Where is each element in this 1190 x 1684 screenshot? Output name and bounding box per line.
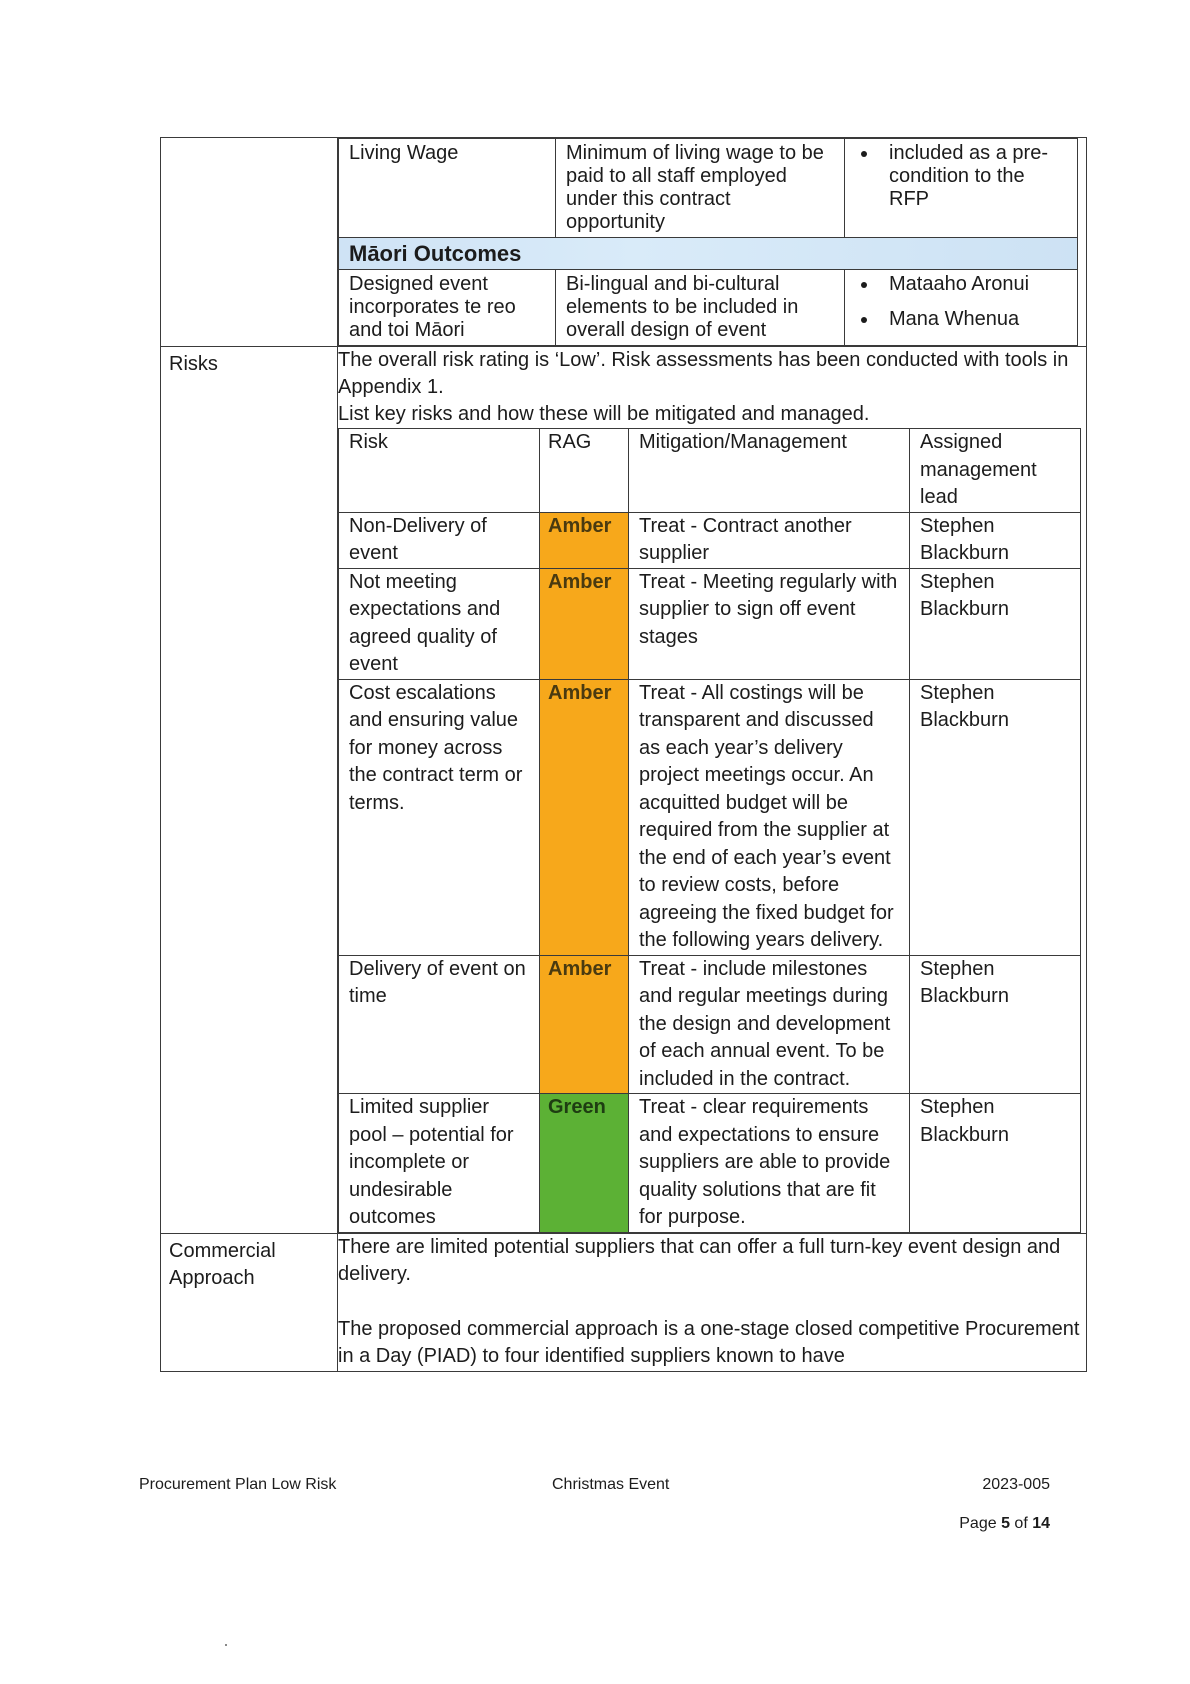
maori-outcome-name: Designed event incorporates te reo and toi Māori — [339, 270, 556, 346]
risk-register-table — [338, 428, 1081, 1233]
risk-header: Risk — [339, 429, 540, 513]
measure-text: Mataaho Aronui — [889, 273, 1030, 295]
page-number — [959, 1515, 1050, 1533]
lead-header: Assigned management lead — [910, 429, 1081, 513]
measure-text: included as a pre-condition to the RFP — [889, 142, 1048, 210]
footer-event-name: Christmas Event — [552, 1476, 670, 1493]
page-current: 5 — [1001, 1515, 1010, 1532]
living-wage-row — [339, 139, 1078, 238]
page-prefix: Page — [959, 1515, 1002, 1532]
footer-document-title: Procurement Plan Low Risk — [139, 1476, 337, 1493]
risk-text: Non-Delivery of event — [339, 512, 540, 568]
risk-row — [339, 679, 1081, 955]
risk-header-row — [339, 429, 1081, 513]
risk-text: Delivery of event on time — [339, 955, 540, 1094]
risk-text: Limited supplier pool – potential for incomplete or undesirable outcomes — [339, 1094, 540, 1233]
measure-text: Mana Whenua — [889, 308, 1020, 330]
maori-outcomes-heading: Māori Outcomes — [339, 238, 1078, 270]
lead-text: Stephen Blackburn — [910, 679, 1081, 955]
rag-header: RAG — [540, 429, 629, 513]
page-total: 14 — [1032, 1515, 1050, 1532]
outcomes-label-cell — [161, 138, 338, 347]
bullet-item — [855, 308, 1067, 331]
risk-row — [339, 955, 1081, 1094]
commercial-para1: There are limited potential suppliers that can offer a full turn-key event design and delivery. — [338, 1235, 1061, 1285]
rag-cell — [540, 568, 629, 679]
outcomes-row — [161, 138, 1087, 347]
rag-cell — [540, 512, 629, 568]
rag-rating: Amber — [548, 957, 612, 980]
rag-rating: Amber — [548, 514, 612, 537]
risks-intro-line1: The overall risk rating is ‘Low’. Risk assessments has been conducted with tools in Appendix 1. — [338, 349, 1069, 398]
commercial-content-cell — [338, 1233, 1087, 1371]
rag-cell — [540, 1094, 629, 1233]
risk-row — [339, 1094, 1081, 1233]
lead-text: Stephen Blackburn — [910, 568, 1081, 679]
maori-outcome-description: Bi-lingual and bi-cultural elements to be included in overall design of event — [556, 270, 845, 346]
bullet-icon — [861, 317, 867, 323]
risks-content-cell — [338, 347, 1087, 1234]
bullet-item — [855, 142, 1067, 211]
rag-cell — [540, 955, 629, 1094]
maori-outcome-measures — [845, 270, 1078, 346]
risks-intro-line2: List key risks and how these will be mitigated and managed. — [338, 403, 870, 425]
living-wage-description: Minimum of living wage to be paid to all staff employed under this contract opportunity — [556, 139, 845, 238]
living-wage-name: Living Wage — [339, 139, 556, 238]
risks-row — [161, 347, 1087, 1234]
rag-rating: Amber — [548, 570, 612, 593]
commercial-para2: The proposed commercial approach is a one-stage closed competitive Procurement in a Day (PIAD) to four identified suppliers known to have — [338, 1317, 1080, 1367]
mitigation-text: Treat - All costings will be transparent and discussed as each year’s delivery project meetings occur. An acquitted budget will be required from the supplier at the end of each year’s event to review costs, before agreeing the fixed budget for the following years delivery. — [629, 679, 910, 955]
mitigation-text: Treat - Meeting regularly with supplier to sign off event stages — [629, 568, 910, 679]
lead-text: Stephen Blackburn — [910, 955, 1081, 1094]
maori-heading-row — [339, 238, 1078, 270]
mitigation-text: Treat - include milestones and regular meetings during the design and development of each annual event. To be included in the contract. — [629, 955, 910, 1094]
footer-reference: 2023-005 — [982, 1476, 1050, 1493]
mitigation-text: Treat - Contract another supplier — [629, 512, 910, 568]
risk-text: Not meeting expectations and agreed quality of event — [339, 568, 540, 679]
maori-row — [339, 270, 1078, 346]
outcomes-table — [338, 138, 1078, 346]
procurement-table — [160, 137, 1087, 1372]
bullet-item — [855, 273, 1067, 296]
page-of: of — [1009, 1515, 1033, 1532]
risk-row — [339, 568, 1081, 679]
lead-text: Stephen Blackburn — [910, 1094, 1081, 1233]
bullet-icon — [861, 151, 867, 157]
living-wage-measures — [845, 139, 1078, 238]
commercial-label: Commercial Approach — [161, 1233, 338, 1371]
commercial-row — [161, 1233, 1087, 1371]
scan-speck — [225, 1644, 227, 1646]
lead-text: Stephen Blackburn — [910, 512, 1081, 568]
risk-text: Cost escalations and ensuring value for money across the contract term or terms. — [339, 679, 540, 955]
risk-row — [339, 512, 1081, 568]
mitigation-header: Mitigation/Management — [629, 429, 910, 513]
mitigation-text: Treat - clear requirements and expectations to ensure suppliers are able to provide quality solutions that are fit for purpose. — [629, 1094, 910, 1233]
rag-rating: Green — [548, 1096, 606, 1118]
bullet-icon — [861, 282, 867, 288]
outcomes-content-cell — [338, 138, 1087, 347]
risks-label: Risks — [161, 347, 338, 1234]
rag-rating: Amber — [548, 681, 612, 704]
rag-cell — [540, 679, 629, 955]
